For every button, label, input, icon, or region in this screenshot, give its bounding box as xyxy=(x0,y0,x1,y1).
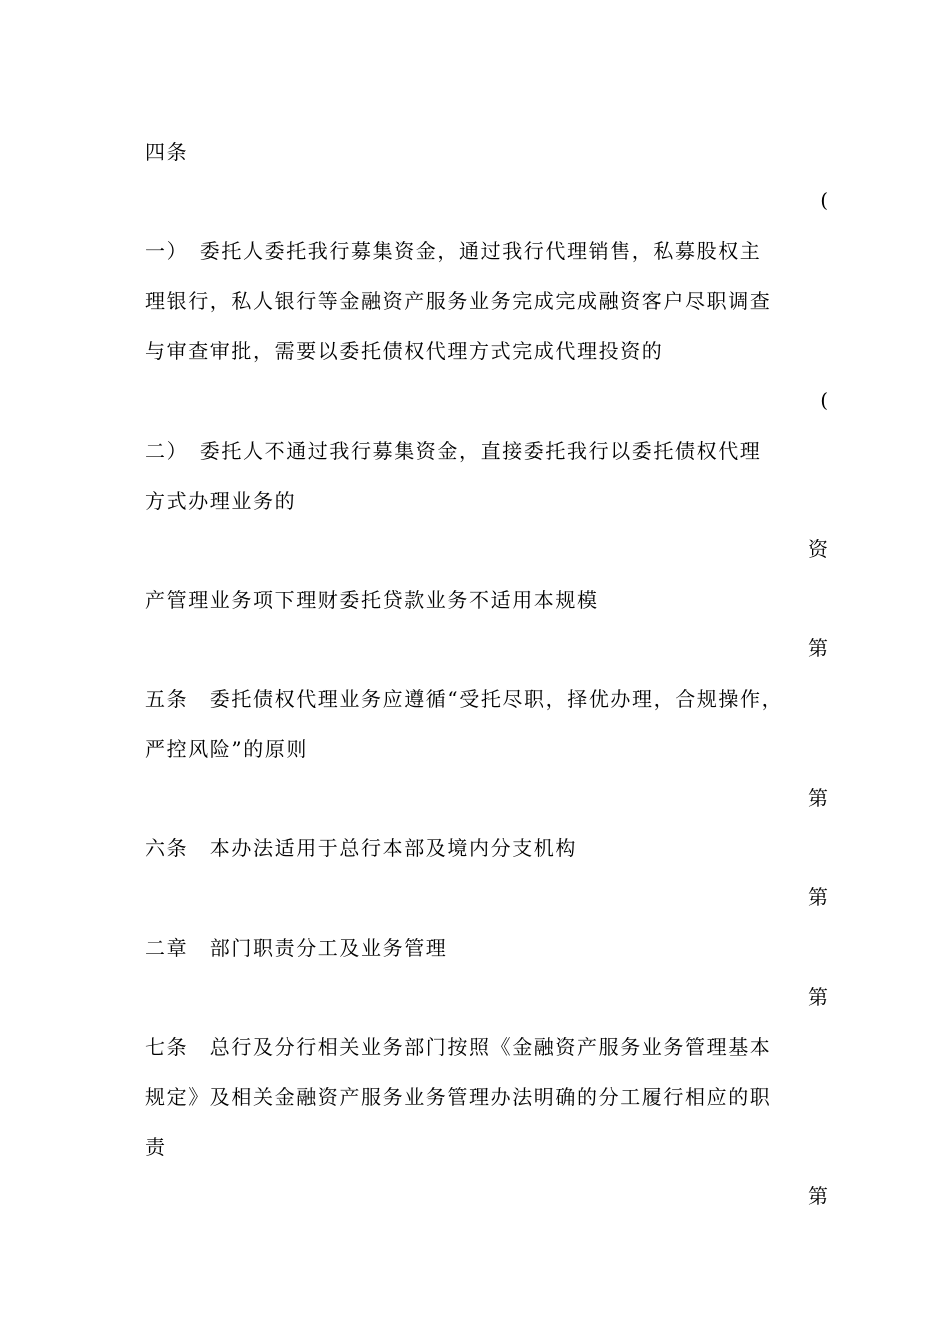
text-line: 第 xyxy=(808,985,828,1009)
text-line: 与审查审批，需要以委托债权代理方式完成代理投资的 xyxy=(145,339,664,363)
text-line: 五条 委托债权代理业务应遵循“受托尽职，择优办理，合规操作， xyxy=(145,687,784,711)
text-line: 七条 总行及分行相关业务部门按照《金融资产服务业务管理基本 xyxy=(145,1035,772,1059)
text-line: 第 xyxy=(808,636,828,660)
text-line: 资 xyxy=(808,537,828,561)
text-line: 产管理业务项下理财委托贷款业务不适用本规模 xyxy=(145,588,599,612)
text-line: 六条 本办法适用于总行本部及境内分支机构 xyxy=(145,836,577,860)
text-line: 方式办理业务的 xyxy=(145,489,297,513)
text-line: 第 xyxy=(808,885,828,909)
text-line: 第 xyxy=(808,1184,828,1208)
text-line: 四条 xyxy=(145,140,189,164)
text-line: 理银行，私人银行等金融资产服务业务完成完成融资客户尽职调查 xyxy=(145,289,772,313)
text-line: 严控风险”的原则 xyxy=(145,737,309,761)
text-line: 规定》及相关金融资产服务业务管理办法明确的分工履行相应的职 xyxy=(145,1085,772,1109)
text-line: ( xyxy=(820,188,828,212)
text-line: ( xyxy=(820,388,828,412)
text-line: 二） 委托人不通过我行募集资金，直接委托我行以委托债权代理 xyxy=(145,439,762,463)
text-line: 第 xyxy=(808,786,828,810)
text-line: 责 xyxy=(145,1135,167,1159)
text-line: 一） 委托人委托我行募集资金，通过我行代理销售，私募股权主 xyxy=(145,239,762,263)
text-line: 二章 部门职责分工及业务管理 xyxy=(145,936,448,960)
